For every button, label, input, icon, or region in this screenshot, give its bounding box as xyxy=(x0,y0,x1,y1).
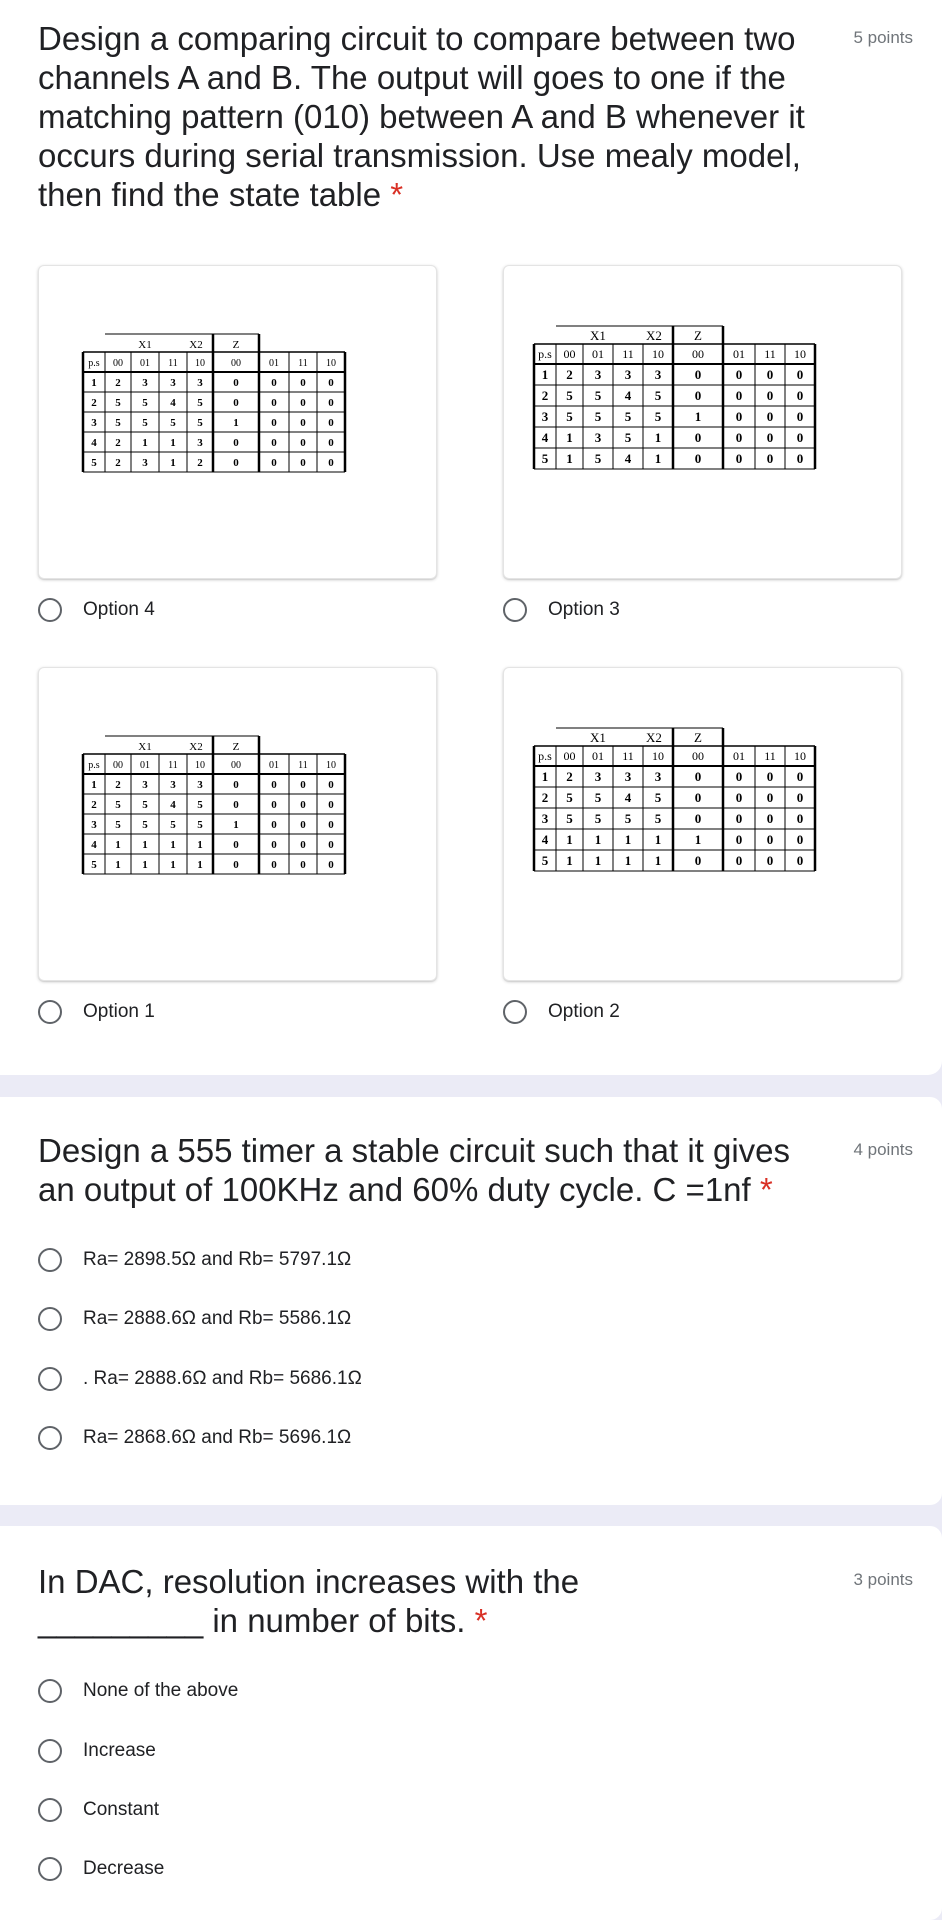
option-label: Option 1 xyxy=(83,1001,155,1022)
table-cell: 0 xyxy=(735,430,743,445)
option-label: Ra= 2888.6Ω and Rb= 5586.1Ω xyxy=(83,1308,352,1329)
table-cell: 1 xyxy=(197,839,203,851)
table-cell: 0 xyxy=(233,859,239,871)
option-label: None of the above xyxy=(83,1680,239,1701)
table-cell: 5 xyxy=(197,819,203,831)
option-label: Decrease xyxy=(83,1858,165,1879)
table-column-header: 01 xyxy=(733,749,745,763)
radio-circle-icon[interactable] xyxy=(38,1857,62,1881)
table-cell: 2 xyxy=(91,799,97,811)
table-cell: 2 xyxy=(115,779,121,791)
table-cell: 1 xyxy=(541,367,549,382)
table-cell: 1 xyxy=(142,859,148,871)
table-cell: 1 xyxy=(566,832,573,847)
table-cell: 1 xyxy=(654,832,662,847)
table-cell: 0 xyxy=(328,779,334,791)
table-cell: 0 xyxy=(300,799,306,811)
table-cell: 0 xyxy=(300,819,306,831)
table-column-header: 01 xyxy=(592,749,604,763)
answer-option[interactable] xyxy=(38,1854,164,1884)
table-cell: 2 xyxy=(91,397,97,409)
table-cell: 4 xyxy=(170,397,176,409)
table-cell: 0 xyxy=(796,409,804,424)
answer-option[interactable] xyxy=(38,1736,156,1766)
table-cell: 0 xyxy=(271,457,277,469)
table-cell: 0 xyxy=(233,779,239,791)
table-column-header: 10 xyxy=(326,760,336,771)
radio-circle-icon[interactable] xyxy=(38,1798,62,1822)
table-cell: 1 xyxy=(624,853,632,868)
table-column-header: p.s xyxy=(88,760,100,771)
table-cell: 0 xyxy=(300,779,306,791)
table-cell: 1 xyxy=(654,853,662,868)
table-cell: 0 xyxy=(271,397,277,409)
table-cell: 2 xyxy=(566,367,573,382)
table-cell: 0 xyxy=(766,409,774,424)
radio-circle-icon[interactable] xyxy=(503,1000,527,1024)
table-group-header: X1 xyxy=(138,741,152,753)
table-cell: 0 xyxy=(694,811,702,826)
answer-option[interactable] xyxy=(38,1423,351,1453)
question-title: Design a comparing circuit to compare between two channels A and B. The output will goes to one if the matching pattern (010) between A and B whenever it occurs during serial transmission. Use mealy model, then find the state table * xyxy=(38,20,805,213)
table-cell: 4 xyxy=(91,839,97,851)
table-cell: 1 xyxy=(170,457,176,469)
answer-option[interactable] xyxy=(38,1795,159,1825)
table-group-header: X2 xyxy=(189,339,203,351)
option-label: Option 3 xyxy=(548,599,620,620)
table-cell: 1 xyxy=(566,451,573,466)
table-cell: 5 xyxy=(142,397,148,409)
table-cell: 0 xyxy=(271,799,277,811)
table-cell: 0 xyxy=(694,388,702,403)
table-cell: 0 xyxy=(766,811,774,826)
table-cell: 3 xyxy=(197,377,203,389)
table-group-header: X2 xyxy=(189,741,203,753)
table-cell: 4 xyxy=(624,451,632,466)
table-cell: 4 xyxy=(91,437,97,449)
table-cell: 0 xyxy=(694,430,702,445)
table-cell: 3 xyxy=(541,409,549,424)
table-column-header: 00 xyxy=(692,749,704,763)
table-cell: 5 xyxy=(142,799,148,811)
table-group-header: Z xyxy=(694,730,702,745)
radio-circle-icon[interactable] xyxy=(38,1307,62,1331)
table-cell: 5 xyxy=(91,457,97,469)
state-table-option-3 xyxy=(504,266,901,578)
table-cell: 0 xyxy=(796,769,804,784)
state-table xyxy=(83,334,345,472)
table-column-header: 01 xyxy=(269,760,279,771)
table-cell: 5 xyxy=(142,417,148,429)
table-cell: 5 xyxy=(654,409,662,424)
table-cell: 0 xyxy=(233,839,239,851)
option-label: Ra= 2868.6Ω and Rb= 5696.1Ω xyxy=(83,1427,352,1448)
table-cell: 1 xyxy=(566,430,573,445)
option-image-2 xyxy=(503,667,902,981)
answer-option[interactable] xyxy=(38,1245,351,1275)
table-cell: 0 xyxy=(233,437,239,449)
table-cell: 0 xyxy=(796,811,804,826)
table-cell: 4 xyxy=(624,790,632,805)
table-cell: 0 xyxy=(735,832,743,847)
table-cell: 0 xyxy=(796,853,804,868)
state-table-option-4 xyxy=(39,266,436,578)
table-cell: 0 xyxy=(766,769,774,784)
radio-circle-icon[interactable] xyxy=(38,1000,62,1024)
table-cell: 4 xyxy=(541,430,549,445)
table-cell: 0 xyxy=(300,437,306,449)
table-column-header: 10 xyxy=(794,749,806,763)
table-group-header: Z xyxy=(694,328,702,343)
table-cell: 0 xyxy=(796,832,804,847)
table-cell: 0 xyxy=(735,367,743,382)
table-cell: 0 xyxy=(300,417,306,429)
table-cell: 0 xyxy=(766,832,774,847)
table-group-header: Z xyxy=(232,339,240,351)
table-cell: 0 xyxy=(328,819,334,831)
option-label: Option 2 xyxy=(548,1001,620,1022)
table-cell: 0 xyxy=(694,451,702,466)
table-column-header: 10 xyxy=(195,358,205,369)
table-cell: 5 xyxy=(654,790,662,805)
table-column-header: 01 xyxy=(140,358,150,369)
table-group-header: X2 xyxy=(646,328,662,343)
table-column-header: p.s xyxy=(88,358,100,369)
table-column-header: 00 xyxy=(692,347,704,361)
table-cell: 3 xyxy=(654,769,662,784)
question-card-2 xyxy=(0,1097,942,1505)
question-card-3 xyxy=(0,1526,942,1920)
table-column-header: 01 xyxy=(592,347,604,361)
table-cell: 5 xyxy=(566,790,573,805)
table-cell: 0 xyxy=(233,457,239,469)
table-group-header: X1 xyxy=(138,339,152,351)
state-table xyxy=(534,728,815,871)
table-cell: 0 xyxy=(796,451,804,466)
table-cell: 0 xyxy=(328,457,334,469)
table-cell: 0 xyxy=(766,853,774,868)
table-cell: 5 xyxy=(566,409,573,424)
table-cell: 0 xyxy=(766,388,774,403)
table-cell: 3 xyxy=(197,437,203,449)
required-asterisk: * xyxy=(390,176,404,213)
table-cell: 5 xyxy=(594,811,602,826)
option-image-1 xyxy=(38,667,437,981)
table-cell: 0 xyxy=(271,417,277,429)
radio-circle-icon[interactable] xyxy=(38,1367,62,1391)
table-cell: 2 xyxy=(115,377,121,389)
table-cell: 0 xyxy=(694,367,702,382)
table-cell: 0 xyxy=(328,839,334,851)
table-cell: 5 xyxy=(624,409,632,424)
required-asterisk: * xyxy=(759,1171,773,1208)
table-column-header: 11 xyxy=(622,347,634,361)
table-cell: 1 xyxy=(233,417,239,429)
table-cell: 2 xyxy=(566,769,573,784)
table-cell: 0 xyxy=(271,779,277,791)
table-cell: 3 xyxy=(170,779,176,791)
table-cell: 0 xyxy=(796,367,804,382)
table-cell: 0 xyxy=(271,437,277,449)
points-label: 5 points xyxy=(853,28,913,47)
table-cell: 1 xyxy=(91,779,97,791)
table-cell: 1 xyxy=(694,832,702,847)
table-cell: 0 xyxy=(735,769,743,784)
table-cell: 0 xyxy=(328,859,334,871)
table-column-header: 10 xyxy=(326,358,336,369)
table-cell: 0 xyxy=(300,859,306,871)
table-cell: 5 xyxy=(594,388,602,403)
radio-circle-icon[interactable] xyxy=(38,1426,62,1450)
option-3-radio[interactable] xyxy=(503,595,620,625)
table-cell: 2 xyxy=(541,790,549,805)
table-cell: 1 xyxy=(594,832,602,847)
table-cell: 0 xyxy=(328,799,334,811)
table-cell: 3 xyxy=(594,430,602,445)
option-label: Constant xyxy=(83,1799,160,1820)
table-cell: 1 xyxy=(91,377,97,389)
question-title: Design a 555 timer a stable circuit such that it gives an output of 100KHz and 60% duty cycle. C =1nf * xyxy=(38,1132,791,1208)
answer-option[interactable] xyxy=(38,1676,238,1706)
table-group-header: X1 xyxy=(590,328,606,343)
option-label: Option 4 xyxy=(83,599,155,620)
table-cell: 2 xyxy=(115,457,121,469)
state-table xyxy=(83,736,345,874)
table-cell: 3 xyxy=(142,377,148,389)
option-4-radio[interactable] xyxy=(38,595,155,625)
table-column-header: 11 xyxy=(298,760,308,771)
table-cell: 1 xyxy=(142,437,148,449)
table-cell: 0 xyxy=(735,811,743,826)
option-label: Ra= 2898.5Ω and Rb= 5797.1Ω xyxy=(83,1249,352,1270)
table-cell: 3 xyxy=(624,367,632,382)
table-column-header: p.s xyxy=(538,749,552,763)
table-cell: 5 xyxy=(566,811,573,826)
option-image-4 xyxy=(38,265,437,579)
table-cell: 0 xyxy=(735,388,743,403)
table-cell: 4 xyxy=(624,388,632,403)
table-cell: 5 xyxy=(594,790,602,805)
table-cell: 1 xyxy=(197,859,203,871)
table-cell: 1 xyxy=(170,859,176,871)
table-cell: 5 xyxy=(624,430,632,445)
table-cell: 3 xyxy=(91,819,97,831)
table-column-header: 11 xyxy=(764,347,776,361)
points-label: 3 points xyxy=(853,1570,913,1589)
table-cell: 1 xyxy=(541,769,549,784)
table-cell: 1 xyxy=(115,839,121,851)
table-cell: 0 xyxy=(735,853,743,868)
table-column-header: 10 xyxy=(794,347,806,361)
table-cell: 0 xyxy=(694,790,702,805)
table-column-header: 11 xyxy=(168,358,178,369)
table-cell: 1 xyxy=(233,819,239,831)
table-column-header: 11 xyxy=(764,749,776,763)
table-column-header: 11 xyxy=(622,749,634,763)
table-cell: 2 xyxy=(541,388,549,403)
table-cell: 1 xyxy=(694,409,702,424)
table-cell: 0 xyxy=(735,409,743,424)
table-cell: 5 xyxy=(566,388,573,403)
table-cell: 1 xyxy=(566,853,573,868)
table-cell: 5 xyxy=(91,859,97,871)
table-cell: 4 xyxy=(541,832,549,847)
table-cell: 5 xyxy=(170,819,176,831)
table-cell: 1 xyxy=(170,839,176,851)
table-cell: 0 xyxy=(233,397,239,409)
table-cell: 0 xyxy=(766,451,774,466)
table-column-header: 01 xyxy=(140,760,150,771)
radio-circle-icon[interactable] xyxy=(38,1739,62,1763)
table-cell: 3 xyxy=(541,811,549,826)
table-column-header: 00 xyxy=(231,358,241,369)
table-cell: 0 xyxy=(328,397,334,409)
answer-option[interactable] xyxy=(38,1304,351,1334)
state-table-option-1 xyxy=(39,668,436,980)
table-cell: 0 xyxy=(271,859,277,871)
table-cell: 5 xyxy=(654,388,662,403)
table-cell: 5 xyxy=(115,819,121,831)
table-cell: 0 xyxy=(328,377,334,389)
table-cell: 0 xyxy=(766,430,774,445)
option-1-radio[interactable] xyxy=(38,997,155,1027)
table-cell: 5 xyxy=(594,451,602,466)
table-cell: 2 xyxy=(197,457,203,469)
table-cell: 5 xyxy=(115,799,121,811)
table-column-header: 10 xyxy=(195,760,205,771)
table-cell: 0 xyxy=(796,388,804,403)
option-2-radio[interactable] xyxy=(503,997,620,1027)
table-cell: 1 xyxy=(142,839,148,851)
table-cell: 5 xyxy=(594,409,602,424)
table-column-header: 11 xyxy=(168,760,178,771)
table-column-header: 00 xyxy=(563,749,576,763)
table-column-header: 00 xyxy=(231,760,241,771)
table-cell: 0 xyxy=(796,430,804,445)
table-cell: 5 xyxy=(197,417,203,429)
table-cell: 0 xyxy=(328,437,334,449)
table-cell: 0 xyxy=(300,397,306,409)
table-column-header: 00 xyxy=(113,358,123,369)
table-cell: 3 xyxy=(142,457,148,469)
radio-circle-icon[interactable] xyxy=(38,1679,62,1703)
table-cell: 0 xyxy=(766,790,774,805)
table-cell: 0 xyxy=(271,839,277,851)
option-image-3 xyxy=(503,265,902,579)
table-group-header: X1 xyxy=(590,730,606,745)
table-cell: 0 xyxy=(796,790,804,805)
table-cell: 1 xyxy=(624,832,632,847)
state-table xyxy=(534,326,815,469)
radio-circle-icon[interactable] xyxy=(38,598,62,622)
table-cell: 5 xyxy=(142,819,148,831)
table-cell: 1 xyxy=(170,437,176,449)
table-cell: 1 xyxy=(115,859,121,871)
table-cell: 1 xyxy=(594,853,602,868)
table-cell: 0 xyxy=(300,457,306,469)
table-cell: 3 xyxy=(91,417,97,429)
table-group-header: Z xyxy=(232,741,240,753)
table-cell: 1 xyxy=(654,451,662,466)
points-label: 4 points xyxy=(853,1140,913,1159)
table-cell: 2 xyxy=(115,437,121,449)
table-column-header: 01 xyxy=(269,358,279,369)
table-cell: 0 xyxy=(735,790,743,805)
table-cell: 0 xyxy=(271,819,277,831)
table-column-header: 11 xyxy=(298,358,308,369)
table-cell: 0 xyxy=(271,377,277,389)
table-column-header: 00 xyxy=(113,760,123,771)
table-cell: 5 xyxy=(197,397,203,409)
radio-circle-icon[interactable] xyxy=(503,598,527,622)
table-cell: 3 xyxy=(624,769,632,784)
table-cell: 3 xyxy=(170,377,176,389)
answer-option[interactable] xyxy=(38,1364,362,1394)
table-cell: 0 xyxy=(233,377,239,389)
table-cell: 5 xyxy=(197,799,203,811)
option-label: Increase xyxy=(83,1740,156,1761)
table-column-header: p.s xyxy=(538,347,552,361)
table-cell: 3 xyxy=(594,367,602,382)
table-cell: 0 xyxy=(300,839,306,851)
table-cell: 5 xyxy=(624,811,632,826)
table-cell: 0 xyxy=(300,377,306,389)
table-cell: 5 xyxy=(115,417,121,429)
table-cell: 3 xyxy=(197,779,203,791)
table-cell: 0 xyxy=(233,799,239,811)
question-title: In DAC, resolution increases with the _________ in number of bits. * xyxy=(38,1563,580,1639)
table-cell: 0 xyxy=(328,417,334,429)
table-cell: 3 xyxy=(142,779,148,791)
table-group-header: X2 xyxy=(646,730,662,745)
table-cell: 5 xyxy=(170,417,176,429)
table-column-header: 01 xyxy=(733,347,745,361)
table-cell: 3 xyxy=(594,769,602,784)
table-cell: 5 xyxy=(115,397,121,409)
table-column-header: 00 xyxy=(563,347,576,361)
table-cell: 0 xyxy=(766,367,774,382)
table-cell: 3 xyxy=(654,367,662,382)
table-cell: 0 xyxy=(735,451,743,466)
state-table-option-2 xyxy=(504,668,901,980)
table-cell: 5 xyxy=(654,811,662,826)
option-label: . Ra= 2888.6Ω and Rb= 5686.1Ω xyxy=(83,1368,362,1389)
table-cell: 4 xyxy=(170,799,176,811)
radio-circle-icon[interactable] xyxy=(38,1248,62,1272)
table-cell: 5 xyxy=(541,451,549,466)
table-column-header: 10 xyxy=(652,749,664,763)
table-column-header: 10 xyxy=(652,347,664,361)
table-cell: 0 xyxy=(694,853,702,868)
table-cell: 0 xyxy=(694,769,702,784)
table-cell: 1 xyxy=(654,430,662,445)
table-cell: 5 xyxy=(541,853,549,868)
required-asterisk: * xyxy=(474,1602,488,1639)
